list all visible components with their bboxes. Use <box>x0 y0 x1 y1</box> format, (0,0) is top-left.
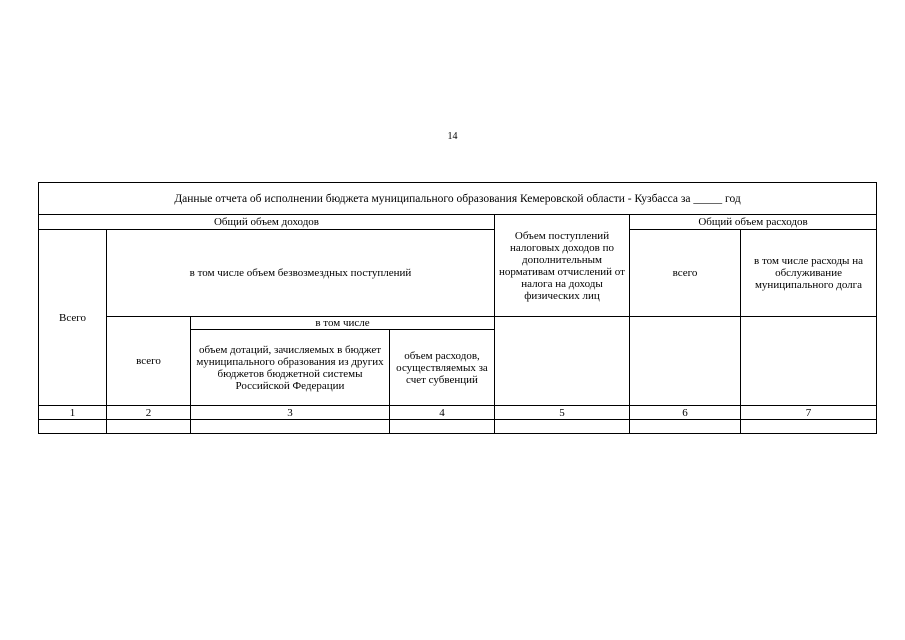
data-cell[interactable] <box>495 420 630 434</box>
header-gratuitous-receipts: в том числе объем безвозмездных поступлений <box>107 230 495 317</box>
column-number: 7 <box>741 406 877 420</box>
header-tax-income: Объем поступлений налоговых доходов по дополнительным нормативам отчислений от налога на доходы физических лиц <box>495 215 630 317</box>
title-row <box>39 183 877 215</box>
data-cell[interactable] <box>741 420 877 434</box>
column-numbers-row <box>39 406 877 420</box>
header-including-row <box>39 317 877 330</box>
table-title: Данные отчета об исполнении бюджета муниципального образования Кемеровской области - Кузбасса за _____ год <box>39 183 877 215</box>
header-expenses-all: всего <box>630 230 741 317</box>
header-total-expenses: Общий объем расходов <box>630 215 877 230</box>
column-number: 5 <box>495 406 630 420</box>
header-including: в том числе <box>191 317 495 330</box>
header-subvention-expenses: объем расходов, осуществляемых за счет субвенций <box>390 330 495 406</box>
column-number: 4 <box>390 406 495 420</box>
page-number: 14 <box>447 131 458 142</box>
header-total-income: Общий объем доходов <box>39 215 495 230</box>
budget-report-table <box>38 182 877 434</box>
header-debt-service: в том числе расходы на обслуживание муниципального долга <box>741 230 877 317</box>
data-cell[interactable] <box>630 420 741 434</box>
header-receipts-all: всего <box>107 317 191 406</box>
header-sub-row <box>39 230 877 317</box>
header-group-row <box>39 215 877 230</box>
data-cell[interactable] <box>107 420 191 434</box>
header-expenses-all-blank <box>630 317 741 406</box>
header-tax-income-blank <box>495 317 630 406</box>
column-number: 1 <box>39 406 107 420</box>
header-debt-service-blank <box>741 317 877 406</box>
data-row <box>39 420 877 434</box>
data-cell[interactable] <box>191 420 390 434</box>
header-subsidies-credited: объем дотаций, зачисляемых в бюджет муниципального образования из других бюджетов бюджетной системы Российской Федерации <box>191 330 390 406</box>
column-number: 3 <box>191 406 390 420</box>
column-number: 2 <box>107 406 191 420</box>
data-cell[interactable] <box>390 420 495 434</box>
header-total: Всего <box>39 230 107 406</box>
column-number: 6 <box>630 406 741 420</box>
data-cell[interactable] <box>39 420 107 434</box>
